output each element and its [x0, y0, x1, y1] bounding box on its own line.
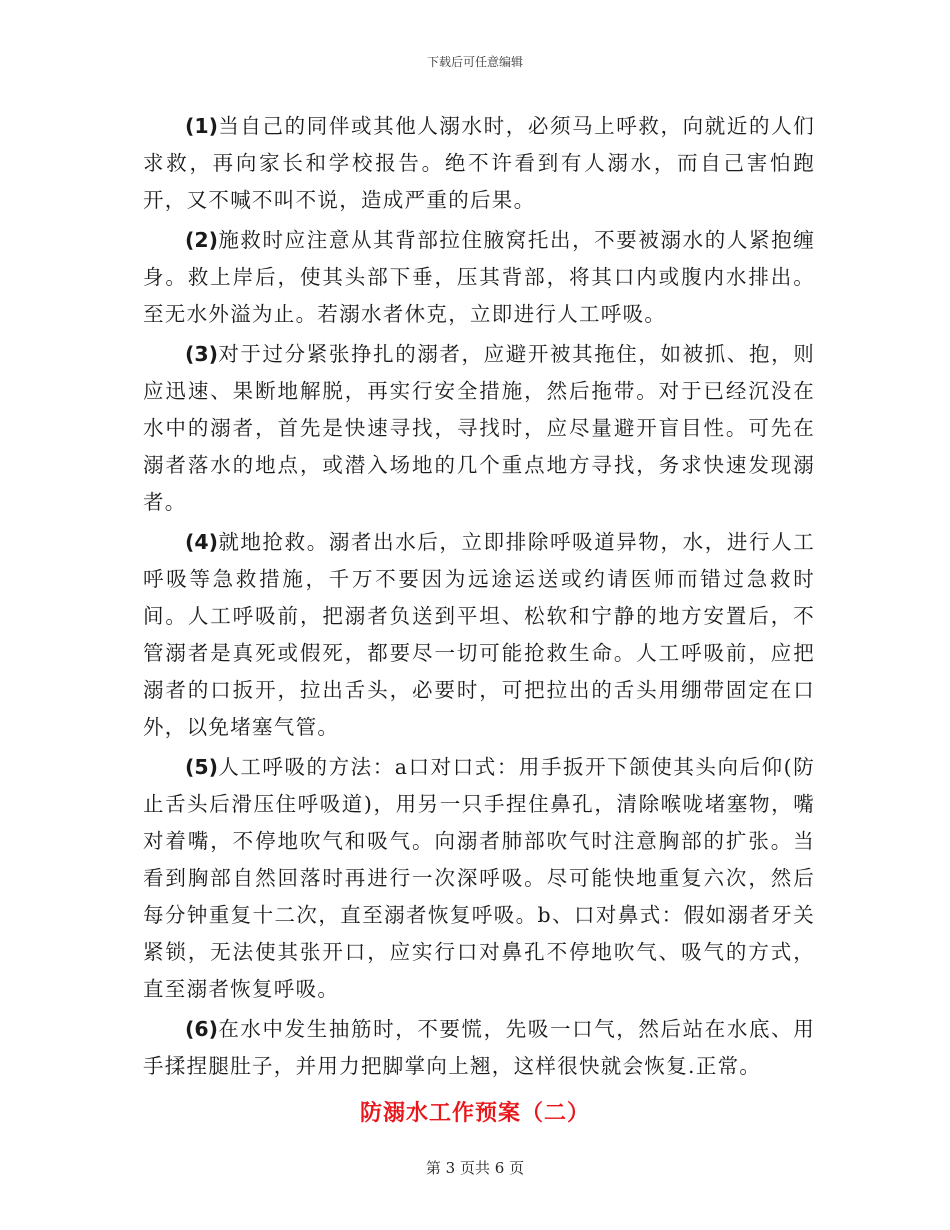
paragraph-text: 当自己的同伴或其他人溺水时，必须马上呼救，向就近的人们求救，再向家长和学校报告。绝不许看到有人溺水，而自己害怕跑开，又不喊不叫不说，造成严重的后果。 — [143, 114, 815, 212]
paragraph-2 — [143, 222, 815, 333]
paragraph-4 — [143, 524, 815, 746]
paragraph-number: (2) — [185, 228, 219, 252]
paragraph-number: (6) — [185, 1017, 219, 1041]
page-header-note: 下载后可任意编辑 — [426, 55, 523, 69]
paragraph-number: (3) — [185, 342, 219, 366]
paragraph-text: 就地抢救。溺者出水后，立即排除呼吸道异物，水，进行人工呼吸等急救措施，千万不要因为远途运送或约请医师而错过急救时间。人工呼吸前，把溺者负送到平坦、松软和宁静的地方安置后，不管溺者是真死或假死，都要尽一切可能抢救生命。人工呼吸前，应把溺者的口扳开，拉出舌头，必要时，可把拉出的舌头用绷带固定在口外，以免堵塞气管。 — [143, 530, 815, 739]
paragraph-1 — [143, 108, 815, 219]
paragraph-number: (1) — [185, 114, 219, 138]
paragraph-number: (5) — [185, 755, 219, 779]
paragraph-3 — [143, 336, 815, 521]
paragraph-number: (4) — [185, 530, 219, 554]
paragraph-text: 人工呼吸的方法：a口对口式：用手扳开下颌使其头向后仰(防止舌头后滑压住呼吸道)，用另一只手捏住鼻孔，清除喉咙堵塞物，嘴对着嘴，不停地吹气和吸气。向溺者肺部吹气时注意胸部的扩张。当看到胸部自然回落时再进行一次深呼吸。尽可能快地重复六次，然后每分钟重复十二次，直至溺者恢复呼吸。b、口对鼻式：假如溺者牙关紧锁，无法使其张开口，应实行口对鼻孔不停地吹气、吸气的方式，直至溺者恢复呼吸。 — [143, 755, 815, 1001]
section-title: 防溺水工作预案（二） — [359, 1100, 590, 1126]
paragraph-text: 施救时应注意从其背部拉住腋窝托出，不要被溺水的人紧抱缠身。救上岸后，使其头部下垂，压其背部，将其口内或腹内水排出。至无水外溢为止。若溺水者休克，立即进行人工呼吸。 — [143, 228, 815, 326]
paragraph-text: 对于过分紧张挣扎的溺者，应避开被其拖住，如被抓、抱，则应迅速、果断地解脱，再实行安全措施，然后拖带。对于已经沉没在水中的溺者，首先是快速寻找，寻找时，应尽量避开盲目性。可先在溺者落水的地点，或潜入场地的几个重点地方寻找，务求快速发现溺者。 — [143, 342, 815, 514]
paragraph-text: 在水中发生抽筋时，不要慌，先吸一口气，然后站在水底、用手揉捏腿肚子，并用力把脚掌向上翘，这样很快就会恢复.正常。 — [143, 1017, 815, 1078]
paragraph-6 — [143, 1011, 815, 1085]
document-body — [143, 108, 815, 1088]
page-number-footer: 第 3 页共 6 页 — [425, 1159, 525, 1177]
paragraph-5 — [143, 749, 815, 1008]
